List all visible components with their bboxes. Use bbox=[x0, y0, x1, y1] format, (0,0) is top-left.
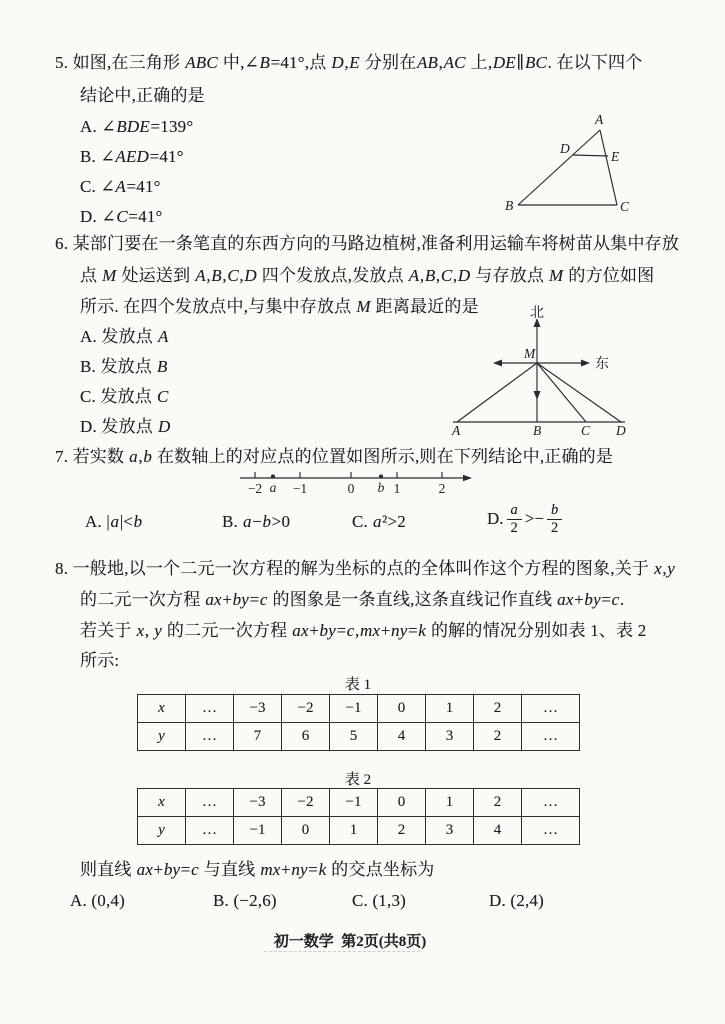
q7-option-c: C. a²>2 bbox=[352, 512, 406, 531]
table-cell: 4 bbox=[474, 817, 522, 845]
compass-label-m: M bbox=[524, 346, 536, 361]
table-cell: 0 bbox=[282, 817, 330, 845]
scan-artifact-line bbox=[264, 951, 420, 952]
compass-diagram bbox=[443, 306, 655, 438]
table-cell: 3 bbox=[426, 723, 474, 751]
table-cell: −2 bbox=[282, 695, 330, 723]
triangle-label-c: C bbox=[620, 199, 630, 214]
west-arrowhead bbox=[493, 360, 502, 367]
table-cell: … bbox=[186, 789, 234, 817]
table-cell: … bbox=[522, 817, 580, 845]
q5-option-d: D. ∠C=41° bbox=[80, 207, 163, 226]
q8-line-4: 所示: bbox=[80, 651, 120, 670]
table-cell: 6 bbox=[282, 723, 330, 751]
table-cell: … bbox=[522, 695, 580, 723]
q7-option-d bbox=[487, 502, 565, 536]
segment-m-a bbox=[457, 363, 537, 422]
q8-option-a: A. (0,4) bbox=[70, 891, 125, 910]
numberline-label-1: 1 bbox=[393, 481, 401, 496]
numberline-label-a: a bbox=[269, 480, 277, 495]
triangle-label-e: E bbox=[611, 149, 620, 164]
page-footer: 初一数学 第2页(共8页) bbox=[273, 934, 427, 950]
table-cell: 5 bbox=[330, 723, 378, 751]
q8-option-b: B. (−2,6) bbox=[213, 891, 277, 910]
table-cell: −1 bbox=[234, 817, 282, 845]
number-line-arrowhead bbox=[463, 475, 472, 481]
q5-line-2: 结论中,正确的是 bbox=[80, 86, 205, 105]
table-row bbox=[138, 817, 580, 845]
table-cell: … bbox=[522, 789, 580, 817]
compass-label-d: D bbox=[616, 423, 626, 438]
table-cell: x bbox=[138, 695, 186, 723]
table-cell: 1 bbox=[426, 789, 474, 817]
numberline-label-0: 0 bbox=[347, 481, 355, 496]
table-cell: −1 bbox=[330, 695, 378, 723]
table-cell: 0 bbox=[378, 789, 426, 817]
table-cell: 2 bbox=[474, 789, 522, 817]
q5-line-1: 5. 如图,在三角形 ABC 中,∠B=41°,点 D,E 分别在AB,AC 上,DE∥BC. 在以下四个 bbox=[55, 53, 643, 72]
table-cell: 7 bbox=[234, 723, 282, 751]
triangle-segment-de bbox=[573, 155, 608, 156]
number-line-diagram bbox=[234, 461, 476, 501]
east-arrowhead bbox=[581, 360, 590, 367]
q7-option-b: B. a−b>0 bbox=[222, 512, 291, 531]
q6-line-3: 所示. 在四个发放点中,与集中存放点 M 距离最近的是 bbox=[80, 297, 479, 316]
table-cell: … bbox=[186, 723, 234, 751]
triangle-diagram bbox=[487, 110, 642, 215]
numberline-label-b: b bbox=[377, 480, 385, 495]
q8-line-2: 的二元一次方程 ax+by=c 的图象是一条直线,这条直线记作直线 ax+by=c. bbox=[80, 590, 625, 609]
q8-closing-line: 则直线 ax+by=c 与直线 mx+ny=k 的交点坐标为 bbox=[80, 860, 435, 879]
triangle-side-ab bbox=[518, 130, 600, 205]
table-cell: x bbox=[138, 789, 186, 817]
table-2-caption: 表 2 bbox=[344, 772, 372, 788]
q6-option-d: D. 发放点 D bbox=[80, 417, 171, 436]
table-2 bbox=[137, 788, 580, 845]
q5-option-c: C. ∠A=41° bbox=[80, 177, 161, 196]
table-cell: 0 bbox=[378, 695, 426, 723]
numberline-label-2: 2 bbox=[438, 481, 446, 496]
q7-option-d-label: D. bbox=[487, 509, 504, 529]
table-cell: … bbox=[186, 817, 234, 845]
q7-option-a: A. |a|<b bbox=[85, 512, 143, 531]
table-1 bbox=[137, 694, 580, 751]
compass-label-b: B bbox=[533, 423, 542, 438]
table-cell: … bbox=[186, 695, 234, 723]
q8-line-3: 若关于 x, y 的二元一次方程 ax+by=c,mx+ny=k 的解的情况分别如表 1、表 2 bbox=[80, 621, 647, 640]
compass-label-a: A bbox=[452, 423, 461, 438]
table-cell: −3 bbox=[234, 695, 282, 723]
table-cell: y bbox=[138, 723, 186, 751]
point-b-dot bbox=[379, 474, 383, 478]
minus-sign: − bbox=[534, 509, 544, 529]
fraction-a-over-2: $\frac{a}{2}$ bbox=[507, 502, 522, 536]
numberline-label-neg1: −1 bbox=[292, 481, 308, 496]
q5-option-b: B. ∠AED=41° bbox=[80, 147, 184, 166]
compass-label-east: 东 bbox=[595, 357, 609, 372]
table-cell: −1 bbox=[330, 789, 378, 817]
q6-line-2: 点 M 处运送到 A,B,C,D 四个发放点,发放点 A,B,C,D 与存放点 M 的方位如图 bbox=[80, 266, 655, 285]
table-cell: −2 bbox=[282, 789, 330, 817]
fraction-b-over-2: $\frac{b}{2}$ bbox=[547, 502, 562, 536]
q6-option-b: B. 发放点 B bbox=[80, 357, 168, 376]
table-row bbox=[138, 789, 580, 817]
compass-label-c: C bbox=[581, 423, 591, 438]
triangle-label-b: B bbox=[505, 198, 514, 213]
table-cell: 3 bbox=[426, 817, 474, 845]
q5-option-a: A. ∠BDE=139° bbox=[80, 117, 194, 136]
q6-option-c: C. 发放点 C bbox=[80, 387, 169, 406]
q8-line-1: 8. 一般地,以一个二元一次方程的解为坐标的点的全体叫作这个方程的图象,关于 x,y bbox=[55, 559, 676, 578]
table-row bbox=[138, 723, 580, 751]
table-cell: 4 bbox=[378, 723, 426, 751]
table-cell: … bbox=[522, 723, 580, 751]
table-cell: 1 bbox=[426, 695, 474, 723]
triangle-side-ac bbox=[600, 130, 617, 205]
greater-than-sign: > bbox=[524, 509, 535, 529]
q6-line-1: 6. 某部门要在一条笔直的东西方向的马路边植树,准备利用运输车将树苗从集中存放 bbox=[55, 234, 680, 253]
triangle-label-d: D bbox=[560, 141, 570, 156]
compass-label-north: 北 bbox=[530, 306, 544, 321]
numberline-label-neg2: −2 bbox=[247, 481, 263, 496]
q8-option-d: D. (2,4) bbox=[489, 891, 544, 910]
table-1-caption: 表 1 bbox=[344, 677, 372, 693]
table-cell: 2 bbox=[474, 695, 522, 723]
q6-option-a: A. 发放点 A bbox=[80, 327, 169, 346]
point-a-dot bbox=[271, 474, 275, 478]
table-cell: 1 bbox=[330, 817, 378, 845]
triangle-label-a: A bbox=[595, 112, 604, 127]
south-arrowhead bbox=[534, 391, 541, 400]
table-cell: y bbox=[138, 817, 186, 845]
table-cell: −3 bbox=[234, 789, 282, 817]
table-row bbox=[138, 695, 580, 723]
table-cell: 2 bbox=[474, 723, 522, 751]
q7-line-1: 7. 若实数 a,b 在数轴上的对应点的位置如图所示,则在下列结论中,正确的是 bbox=[55, 447, 614, 466]
table-cell: 2 bbox=[378, 817, 426, 845]
q8-option-c: C. (1,3) bbox=[352, 891, 407, 910]
